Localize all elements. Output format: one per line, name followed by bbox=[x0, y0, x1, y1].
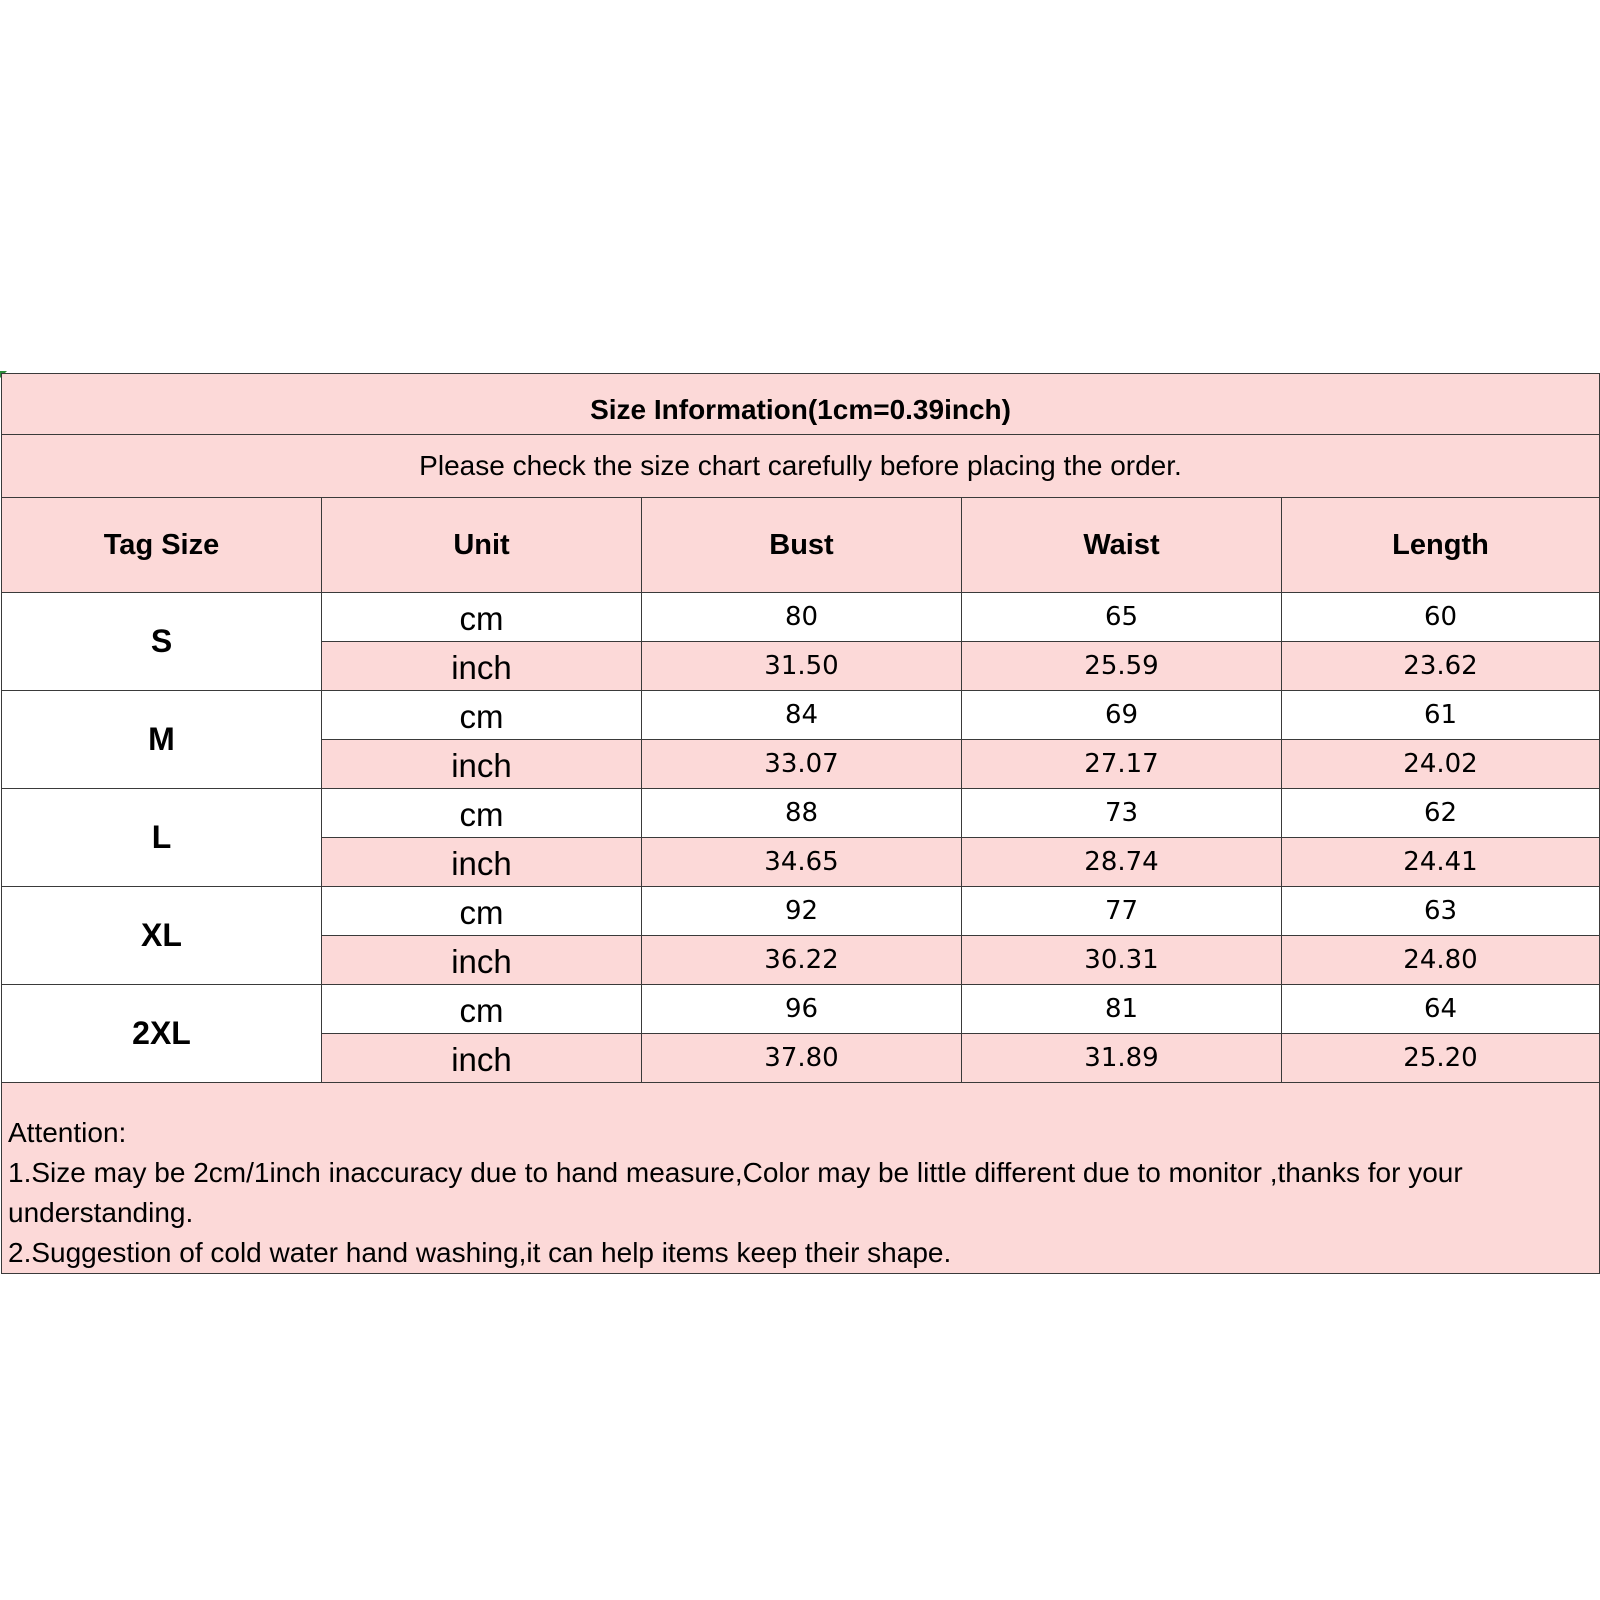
waist-cell: 81 bbox=[962, 985, 1282, 1034]
table-row bbox=[2, 593, 1600, 642]
unit-cell: inch bbox=[322, 642, 642, 691]
length-cell: 63 bbox=[1282, 887, 1600, 936]
tag-size-cell: L bbox=[2, 789, 322, 887]
waist-cell: 25.59 bbox=[962, 642, 1282, 691]
waist-cell: 73 bbox=[962, 789, 1282, 838]
unit-cell: cm bbox=[322, 985, 642, 1034]
header-unit: Unit bbox=[322, 498, 642, 593]
table-row bbox=[2, 789, 1600, 838]
bust-cell: 31.50 bbox=[642, 642, 962, 691]
unit-cell: inch bbox=[322, 838, 642, 887]
length-cell: 24.80 bbox=[1282, 936, 1600, 985]
attention-notes bbox=[2, 1083, 1600, 1274]
bust-cell: 34.65 bbox=[642, 838, 962, 887]
header-tag-size: Tag Size bbox=[2, 498, 322, 593]
header-bust: Bust bbox=[642, 498, 962, 593]
waist-cell: 69 bbox=[962, 691, 1282, 740]
tag-size-cell: M bbox=[2, 691, 322, 789]
unit-cell: inch bbox=[322, 740, 642, 789]
length-cell: 60 bbox=[1282, 593, 1600, 642]
table-row bbox=[2, 887, 1600, 936]
unit-cell: inch bbox=[322, 1034, 642, 1083]
bust-cell: 80 bbox=[642, 593, 962, 642]
waist-cell: 28.74 bbox=[962, 838, 1282, 887]
length-cell: 24.02 bbox=[1282, 740, 1600, 789]
bust-cell: 96 bbox=[642, 985, 962, 1034]
bust-cell: 33.07 bbox=[642, 740, 962, 789]
table-subtitle: Please check the size chart carefully before placing the order. bbox=[2, 435, 1600, 498]
bust-cell: 37.80 bbox=[642, 1034, 962, 1083]
tag-size-cell: XL bbox=[2, 887, 322, 985]
length-cell: 23.62 bbox=[1282, 642, 1600, 691]
waist-cell: 77 bbox=[962, 887, 1282, 936]
table-title: Size Information(1cm=0.39inch) bbox=[2, 374, 1600, 435]
length-cell: 62 bbox=[1282, 789, 1600, 838]
unit-cell: cm bbox=[322, 887, 642, 936]
length-cell: 61 bbox=[1282, 691, 1600, 740]
waist-cell: 65 bbox=[962, 593, 1282, 642]
length-cell: 64 bbox=[1282, 985, 1600, 1034]
waist-cell: 30.31 bbox=[962, 936, 1282, 985]
table-row bbox=[2, 691, 1600, 740]
bust-cell: 36.22 bbox=[642, 936, 962, 985]
length-cell: 24.41 bbox=[1282, 838, 1600, 887]
tag-size-cell: S bbox=[2, 593, 322, 691]
bust-cell: 84 bbox=[642, 691, 962, 740]
bust-cell: 92 bbox=[642, 887, 962, 936]
header-waist: Waist bbox=[962, 498, 1282, 593]
size-chart-table bbox=[1, 373, 1600, 1274]
header-length: Length bbox=[1282, 498, 1600, 593]
bust-cell: 88 bbox=[642, 789, 962, 838]
unit-cell: cm bbox=[322, 593, 642, 642]
unit-cell: inch bbox=[322, 936, 642, 985]
attention-heading: Attention: bbox=[8, 1117, 127, 1148]
waist-cell: 27.17 bbox=[962, 740, 1282, 789]
tag-size-cell: 2XL bbox=[2, 985, 322, 1083]
header-row bbox=[2, 498, 1600, 593]
attention-note-1: 1.Size may be 2cm/1inch inaccuracy due to hand measure,Color may be little different due to monitor ,thanks for your understanding. bbox=[8, 1157, 1463, 1228]
length-cell: 25.20 bbox=[1282, 1034, 1600, 1083]
table-row bbox=[2, 985, 1600, 1034]
unit-cell: cm bbox=[322, 789, 642, 838]
attention-note-2: 2.Suggestion of cold water hand washing,it can help items keep their shape. bbox=[8, 1237, 952, 1268]
unit-cell: cm bbox=[322, 691, 642, 740]
waist-cell: 31.89 bbox=[962, 1034, 1282, 1083]
